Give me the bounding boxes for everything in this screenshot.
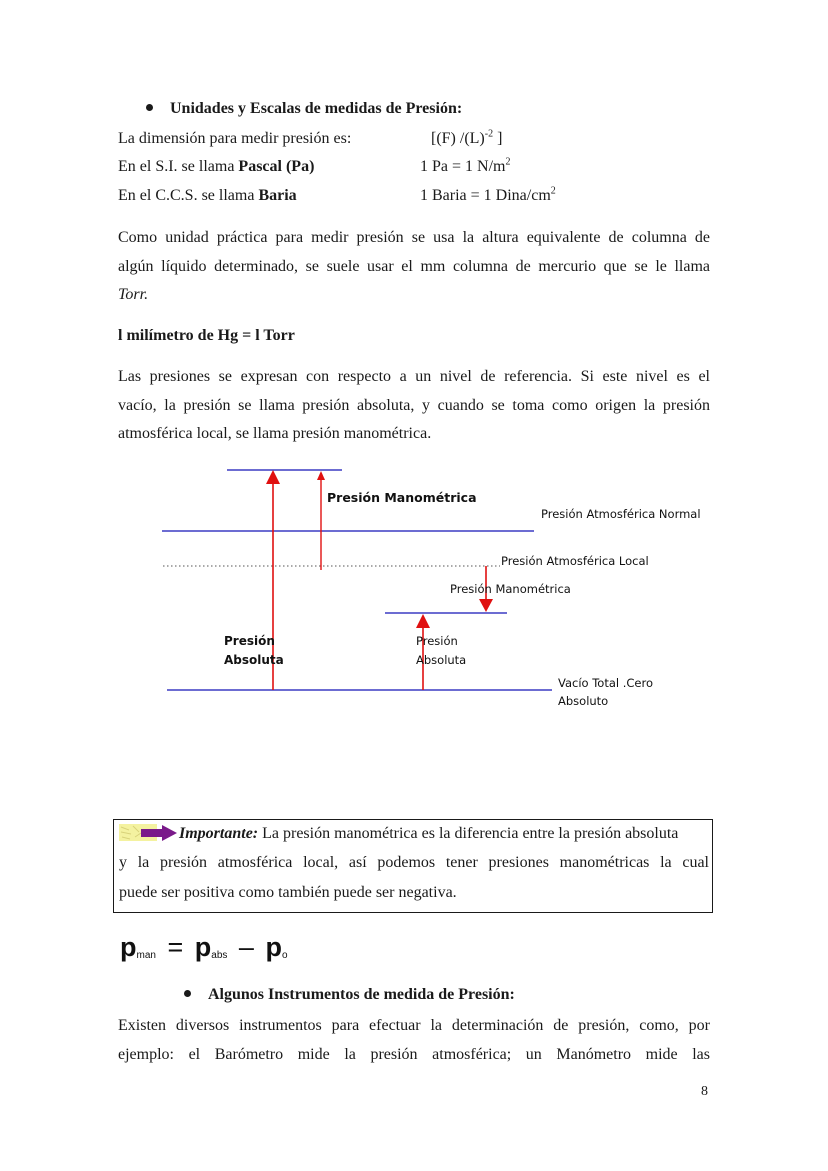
dimension-value: [(F) $/(L)^{-2}$ ] <box>431 128 503 147</box>
label-atm-local: Presión Atmosférica Local <box>501 554 649 568</box>
paragraph-torr: Como unidad práctica para medir presión se usa la altura equivalente de columna de algún líquido determinado, se suele usar el mm columna de mercurio que se le llama Torr. <box>118 229 710 303</box>
label-vacuum-2: Absoluto <box>558 694 609 708</box>
paragraph-reference-levels: Las presiones se expresan con respecto a un nivel de referencia. Si este nivel es el vacío, la presión se llama presión absoluta, y cuando se toma como origen la presión atmosférica local, se llama presión manométrica. <box>118 368 710 442</box>
label-atm-normal: Presión Atmosférica Normal <box>541 507 701 521</box>
paragraph-instruments: Existen diversos instrumentos para efectuar la determinación de presión, como, por ejemplo: el Barómetro mide la presión atmosférica; un Manómetro mide las <box>118 1017 710 1063</box>
ccs-unit-label: En el C.C.S. se llama Baria <box>118 187 297 204</box>
label-manometric-positive: Presión Manométrica <box>327 490 477 505</box>
torr-equation: l milímetro de Hg = l Torr <box>118 327 295 344</box>
label-absolute-left-1: Presión <box>224 634 275 648</box>
section-heading-text: Unidades y Escalas de medidas de Presión: <box>170 100 463 117</box>
ccs-unit-value: 1 Baria = 1 Dina/$cm^2$ <box>420 185 556 204</box>
section-heading-units <box>146 100 462 118</box>
page-number: 8 <box>701 1084 708 1099</box>
important-line-3: puede ser positiva como también puede ser negativa. <box>119 884 457 901</box>
si-unit-value: 1 Pa = 1 $N/m^2$ <box>420 156 511 175</box>
bullet-icon <box>184 990 191 997</box>
section-heading-text: Algunos Instrumentos de medida de Presión: <box>208 986 515 1003</box>
label-manometric-negative: Presión Manométrica <box>450 582 571 596</box>
arrow-absolute-left-head <box>266 470 280 484</box>
important-line-2: y la presión atmosférica local, así podemos tener presiones manométricas la cual <box>119 854 709 871</box>
arrow-right-icon <box>119 823 181 843</box>
important-label: Importante: <box>179 825 259 842</box>
section-heading-instruments <box>184 986 515 1004</box>
arrow-manometric-down-head <box>479 599 493 612</box>
arrow-absolute-right-head <box>416 614 430 628</box>
label-absolute-right-1: Presión <box>416 634 458 648</box>
label-absolute-right-2: Absoluta <box>416 653 467 667</box>
arrow-manometric-up-head <box>317 471 325 480</box>
important-note-box <box>113 819 713 913</box>
manometric-pressure-formula: $p_{man} = p_{abs} - p_o$ <box>120 932 288 962</box>
important-first-line: Importante: La presión manométrica es la diferencia entre la presión absoluta <box>179 825 679 842</box>
bullet-icon <box>146 104 153 111</box>
label-absolute-left-2: Absoluta <box>224 653 284 667</box>
label-vacuum-1: Vacío Total .Cero <box>558 676 654 690</box>
si-unit-label: En el S.I. se llama Pascal (Pa) <box>118 158 315 175</box>
dimension-label: La dimensión para medir presión es: <box>118 130 352 147</box>
